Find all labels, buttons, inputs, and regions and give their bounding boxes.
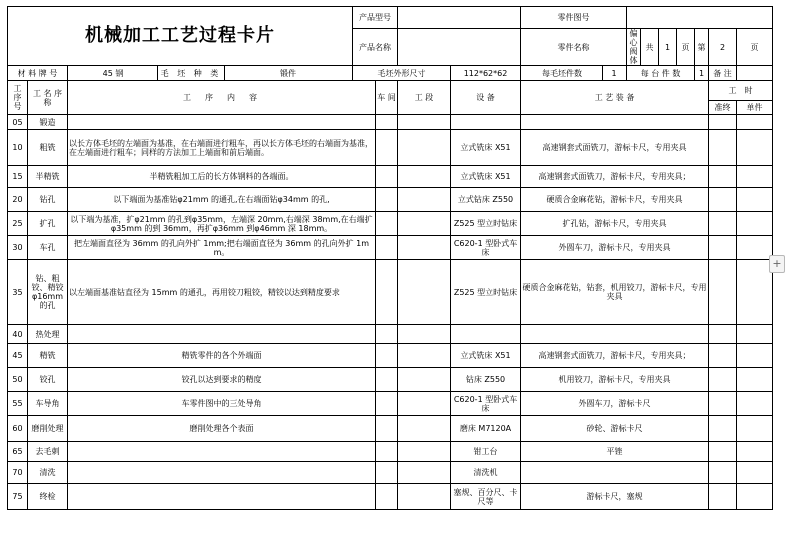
op-name: 锻造 — [28, 115, 68, 130]
col-prep-time: 准终 — [709, 101, 737, 115]
prep-time-cell — [709, 416, 737, 442]
op-name: 磨削处理 — [28, 416, 68, 442]
op-equipment: 塞规、百分尺、卡尺等 — [451, 484, 521, 510]
prep-time-cell — [709, 442, 737, 462]
op-equipment: Z525 型立时钻床 — [451, 260, 521, 325]
per-unit-label: 每 台 件 数 — [627, 66, 695, 81]
section-cell — [398, 325, 451, 344]
blank-dim-value: 112*62*62 — [451, 66, 521, 81]
col-equipment: 设 备 — [451, 81, 521, 115]
workshop-cell — [376, 462, 398, 484]
op-equipment: Z525 型立时钻床 — [451, 212, 521, 236]
op-tooling: 平锉 — [521, 442, 709, 462]
op-no: 55 — [8, 392, 28, 416]
op-name: 钻孔 — [28, 188, 68, 212]
section-cell — [398, 484, 451, 510]
op-equipment: 磨床 M7120A — [451, 416, 521, 442]
product-name-value — [398, 29, 521, 66]
prep-time-cell — [709, 130, 737, 166]
op-content: 以长方体毛坯的左端面为基准，在右端面进行粗车，再以长方体毛坯的右端面为基准，在左端面进行粗车；同样的方法加工上端面和前后端面。 — [68, 130, 376, 166]
op-tooling: 机用铰刀，游标卡尺，专用夹具 — [521, 368, 709, 392]
workshop-cell — [376, 392, 398, 416]
prep-time-cell — [709, 344, 737, 368]
section-cell — [398, 188, 451, 212]
op-equipment — [451, 325, 521, 344]
op-no: 25 — [8, 212, 28, 236]
op-equipment: 钻床 Z550 — [451, 368, 521, 392]
unit-time-cell — [737, 484, 773, 510]
op-tooling: 硬质合金麻花钻，钻套，机用铰刀，游标卡尺，专用夹具 — [521, 260, 709, 325]
op-tooling: 高速钢套式面铣刀，游标卡尺，专用夹具 — [521, 130, 709, 166]
prep-time-cell — [709, 368, 737, 392]
workshop-cell — [376, 188, 398, 212]
op-name: 终检 — [28, 484, 68, 510]
workshop-cell — [376, 212, 398, 236]
section-cell — [398, 260, 451, 325]
table-row — [8, 484, 773, 510]
unit-time-cell — [737, 442, 773, 462]
op-equipment: 立式铣床 X51 — [451, 166, 521, 188]
section-cell — [398, 115, 451, 130]
op-name: 扩孔 — [28, 212, 68, 236]
col-time: 工 时 — [709, 81, 773, 101]
op-name: 去毛刺 — [28, 442, 68, 462]
unit-time-cell — [737, 344, 773, 368]
op-no: 60 — [8, 416, 28, 442]
table-row — [8, 462, 773, 484]
remark-label: 备 注 — [709, 66, 737, 81]
op-no: 65 — [8, 442, 28, 462]
table-row — [8, 368, 773, 392]
workshop-cell — [376, 260, 398, 325]
op-content: 把左端面直径为 36mm 的孔向外扩 1mm;把右端面直径为 36mm 的孔向外扩 1mm。 — [68, 236, 376, 260]
op-name: 车导角 — [28, 392, 68, 416]
op-content: 精铣零件的各个外端面 — [68, 344, 376, 368]
op-content: 以下端面为基准钻φ21mm 的通孔,在右端面钻φ34mm 的孔, — [68, 188, 376, 212]
op-equipment: 立式钻床 Z550 — [451, 188, 521, 212]
section-cell — [398, 392, 451, 416]
op-tooling: 硬质合金麻花钻，游标卡尺，专用夹具 — [521, 188, 709, 212]
op-tooling — [521, 462, 709, 484]
table-row — [8, 442, 773, 462]
prep-time-cell — [709, 236, 737, 260]
op-name: 精铣 — [28, 344, 68, 368]
unit-time-cell — [737, 236, 773, 260]
table-row — [8, 212, 773, 236]
prep-time-cell — [709, 484, 737, 510]
table-row — [8, 392, 773, 416]
op-tooling: 外圆车刀，游标卡尺，专用夹具 — [521, 236, 709, 260]
workshop-cell — [376, 416, 398, 442]
unit-time-cell — [737, 392, 773, 416]
workshop-cell — [376, 325, 398, 344]
op-no: 30 — [8, 236, 28, 260]
unit-time-cell — [737, 130, 773, 166]
op-equipment: 清洗机 — [451, 462, 521, 484]
op-content: 磨削处理各个表面 — [68, 416, 376, 442]
remark-value — [737, 66, 773, 81]
workshop-cell — [376, 484, 398, 510]
table-row — [8, 236, 773, 260]
material-grade-text: 45 钢 — [102, 68, 124, 78]
part-no-label: 零件图号 — [521, 7, 627, 29]
unit-time-cell — [737, 115, 773, 130]
table-row — [8, 115, 773, 130]
op-no: 45 — [8, 344, 28, 368]
col-unit-time: 单件 — [737, 101, 773, 115]
col-op-name: 工 名 序 称 — [28, 81, 68, 115]
workshop-cell — [376, 344, 398, 368]
op-no: 10 — [8, 130, 28, 166]
op-no: 50 — [8, 368, 28, 392]
unit-time-cell — [737, 166, 773, 188]
op-name: 热处理 — [28, 325, 68, 344]
process-card-table — [7, 6, 773, 510]
op-name: 粗铣 — [28, 130, 68, 166]
product-model-label: 产品型号 — [353, 7, 398, 29]
section-cell — [398, 166, 451, 188]
op-tooling — [521, 325, 709, 344]
table-row — [8, 166, 773, 188]
op-name: 车孔 — [28, 236, 68, 260]
prep-time-cell — [709, 392, 737, 416]
workshop-cell — [376, 236, 398, 260]
op-name: 清洗 — [28, 462, 68, 484]
op-name: 钻、粗铰、精铰φ16mm 的孔 — [28, 260, 68, 325]
prep-time-cell — [709, 325, 737, 344]
section-cell — [398, 416, 451, 442]
product-name-label: 产品名称 — [353, 29, 398, 66]
unit-time-cell — [737, 416, 773, 442]
col-op-content: 工 序 内 容 — [68, 81, 376, 115]
op-content — [68, 115, 376, 130]
part-no-value — [627, 7, 773, 29]
per-blank-cell — [521, 66, 627, 81]
unit-time-cell — [737, 368, 773, 392]
prep-time-cell — [709, 260, 737, 325]
section-cell — [398, 442, 451, 462]
op-no: 35 — [8, 260, 28, 325]
section-cell — [398, 368, 451, 392]
workshop-cell — [376, 442, 398, 462]
op-no: 15 — [8, 166, 28, 188]
unit-time-cell — [737, 462, 773, 484]
total-pages-value: 1 — [659, 29, 677, 66]
op-content — [68, 484, 376, 510]
op-content: 半精铣粗加工后的长方体钢料的各端面。 — [68, 166, 376, 188]
unit-time-cell — [737, 325, 773, 344]
op-equipment: 立式铣床 X51 — [451, 130, 521, 166]
table-row — [8, 344, 773, 368]
op-content: 以下端为基准，扩φ21mm 的孔到φ35mm，左端深 20mm,右端深 38mm,在右端扩φ35mm 的到 36mm，再扩φ36mm 到φ46mm 深 18mm。 — [68, 212, 376, 236]
table-row — [8, 325, 773, 344]
op-content — [68, 462, 376, 484]
process-card-sheet — [7, 6, 770, 538]
op-name: 半精铣 — [28, 166, 68, 188]
op-equipment: C620-1 型卧式车床 — [451, 392, 521, 416]
workshop-cell — [376, 130, 398, 166]
unit-time-cell — [737, 212, 773, 236]
per-blank-value: 1 — [611, 68, 617, 78]
op-equipment — [451, 115, 521, 130]
op-no: 05 — [8, 115, 28, 130]
op-content — [68, 325, 376, 344]
prep-time-cell — [709, 212, 737, 236]
page-label-2: 页 — [737, 29, 773, 66]
prep-time-cell — [709, 166, 737, 188]
expand-plus-icon[interactable]: + — [769, 255, 785, 273]
op-equipment: 钳工台 — [451, 442, 521, 462]
op-tooling: 外圆车刀，游标卡尺 — [521, 392, 709, 416]
op-no: 70 — [8, 462, 28, 484]
blank-type-label: 毛 坯 种 类 — [160, 68, 222, 78]
material-grade-label: 材 料 牌 号 — [8, 66, 68, 81]
col-tooling: 工 艺 装 备 — [521, 81, 709, 115]
workshop-cell — [376, 166, 398, 188]
col-workshop: 车 间 — [376, 81, 398, 115]
op-name: 铰孔 — [28, 368, 68, 392]
per-unit-value: 1 — [695, 66, 709, 81]
product-model-value — [398, 7, 521, 29]
op-equipment: C620-1 型卧式车床 — [451, 236, 521, 260]
prep-time-cell — [709, 462, 737, 484]
table-row — [8, 188, 773, 212]
op-content: 以左端面基准钻直径为 15mm 的通孔，再用铰刀粗铰，精铰以达到精度要求 — [68, 260, 376, 325]
section-cell — [398, 462, 451, 484]
op-tooling: 砂轮、游标卡尺 — [521, 416, 709, 442]
table-row — [8, 260, 773, 325]
card-title: 机械加工工艺过程卡片 — [8, 7, 353, 66]
section-cell — [398, 236, 451, 260]
prep-time-cell — [709, 115, 737, 130]
per-blank-label: 每毛坯件数 — [542, 68, 583, 78]
unit-time-cell — [737, 188, 773, 212]
table-row — [8, 416, 773, 442]
blank-dim-label: 毛坯外形尺寸 — [353, 66, 451, 81]
material-grade-value — [68, 66, 353, 81]
total-pages-label: 共 — [641, 29, 659, 66]
workshop-cell — [376, 115, 398, 130]
page-no-value: 2 — [709, 29, 737, 66]
prep-time-cell — [709, 188, 737, 212]
section-cell — [398, 344, 451, 368]
part-name-value: 偏心阀体 — [627, 29, 641, 66]
blank-type-value: 锻件 — [280, 68, 296, 78]
section-cell — [398, 212, 451, 236]
col-op-no: 工 序 号 — [8, 81, 28, 115]
op-content: 铰孔以达到要求的精度 — [68, 368, 376, 392]
op-tooling: 高速钢套式面铣刀，游标卡尺，专用夹具； — [521, 344, 709, 368]
op-no: 40 — [8, 325, 28, 344]
op-content: 车零件图中的三处导角 — [68, 392, 376, 416]
op-no: 20 — [8, 188, 28, 212]
section-cell — [398, 130, 451, 166]
col-section: 工 段 — [398, 81, 451, 115]
op-tooling: 游标卡尺，塞规 — [521, 484, 709, 510]
workshop-cell — [376, 368, 398, 392]
table-row — [8, 130, 773, 166]
op-content — [68, 442, 376, 462]
part-name-label: 零件名称 — [521, 29, 627, 66]
page-label: 页 — [677, 29, 695, 66]
op-no: 75 — [8, 484, 28, 510]
op-tooling: 高速钢套式面铣刀，游标卡尺，专用夹具； — [521, 166, 709, 188]
op-tooling: 扩孔钻，游标卡尺，专用夹具 — [521, 212, 709, 236]
op-tooling — [521, 115, 709, 130]
op-equipment: 立式铣床 X51 — [451, 344, 521, 368]
page-no-label: 第 — [695, 29, 709, 66]
unit-time-cell — [737, 260, 773, 325]
